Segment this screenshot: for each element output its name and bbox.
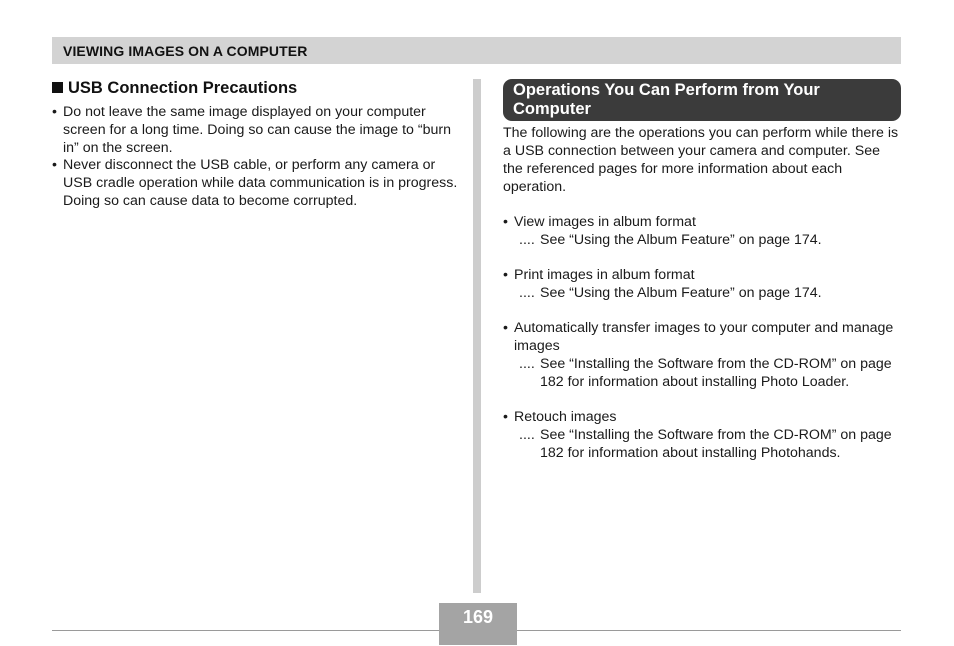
operation-reference	[503, 231, 901, 249]
precaution-item	[52, 104, 462, 157]
operation-text: Automatically transfer images to your computer and manage images	[514, 320, 894, 354]
operation-item	[503, 408, 901, 462]
operation-ref-text: See “Using the Album Feature” on page 174.	[540, 285, 822, 301]
precaution-item	[52, 157, 462, 210]
operation-reference	[503, 355, 901, 391]
bullet-icon: •	[503, 267, 508, 283]
header-title: VIEWING IMAGES ON A COMPUTER	[63, 43, 308, 59]
bullet-icon: •	[52, 104, 57, 120]
bullet-icon: •	[503, 409, 508, 425]
left-column	[52, 78, 462, 211]
bullet-icon: •	[52, 157, 57, 174]
bullet-icon: •	[503, 320, 508, 336]
leader-dots: ....	[519, 285, 535, 301]
header-bar	[52, 37, 901, 64]
operation-text: Print images in album format	[514, 267, 695, 283]
operations-intro: The following are the operations you can perform while there is a USB connection between your camera and computer. See the referenced pages for more information about each operation.	[503, 125, 899, 195]
leader-dots: ....	[519, 427, 535, 443]
operation-item	[503, 266, 901, 302]
operation-text: View images in album format	[514, 214, 696, 230]
operation-ref-text: See “Using the Album Feature” on page 174.	[540, 232, 822, 248]
leader-dots: ....	[519, 232, 535, 248]
operation-reference	[503, 284, 901, 302]
leader-dots: ....	[519, 356, 535, 372]
black-square-icon	[52, 82, 63, 93]
operation-item	[503, 319, 901, 391]
right-column	[503, 79, 901, 479]
operation-line	[503, 266, 901, 284]
column-divider	[473, 79, 481, 593]
operations-banner: Operations You Can Perform from Your Computer	[503, 79, 901, 121]
operation-reference	[503, 426, 901, 462]
usb-precautions-heading	[52, 78, 462, 98]
operation-text: Retouch images	[514, 409, 617, 425]
page-number-tab	[439, 631, 517, 645]
operation-ref-text: See “Installing the Software from the CD-ROM” on page 182 for information about installing Photohands.	[540, 427, 892, 461]
precaution-text: Never disconnect the USB cable, or perform any camera or USB cradle operation while data communication is in progress. Doing so can cause data to become corrupted.	[63, 157, 458, 209]
operation-item	[503, 213, 901, 249]
page-number: 169	[439, 603, 517, 631]
operations-list	[503, 213, 901, 462]
operation-ref-text: See “Installing the Software from the CD-ROM” on page 182 for information about installing Photo Loader.	[540, 356, 892, 390]
precaution-text: Do not leave the same image displayed on your computer screen for a long time. Doing so can cause the image to “burn in” on the screen.	[63, 104, 452, 156]
operation-line	[503, 319, 901, 355]
precaution-list	[52, 104, 462, 211]
operation-line	[503, 213, 901, 231]
bullet-icon: •	[503, 214, 508, 230]
usb-precautions-title: USB Connection Precautions	[68, 79, 298, 97]
operation-line	[503, 408, 901, 426]
